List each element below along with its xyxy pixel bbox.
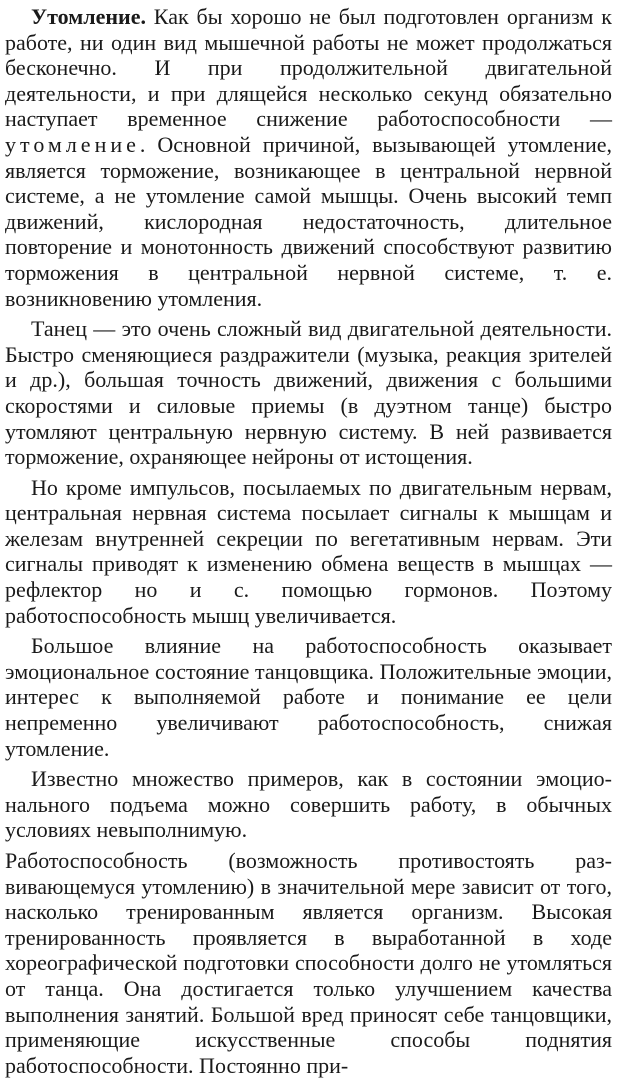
paragraph-impulses: Но кроме импульсов, посылаемых по двигательным нервам, центральная нервная система посылает сигналы к мышцам и железам внутренней секреции по вегетативным нервам. Эти сигналы приводят к изменению обмена веществ в мышцах — рефлектор но и с. помощью гормонов. Поэтому работоспособность мышц увеличивается.: [5, 474, 612, 628]
paragraph-work-capacity: Работоспособность (возможность противостоять развивающемуся утомлению) в значительной мере зависит от того, насколько тренированным является организм. Высокая тренированность проявляется в выработанной в ходе хореографической подготовки способности долго не утомляться от танца. Она достигается только улучшением качества выполнения занятий. Большой вред приносят себе танцовщики, применяющие искусственные способы поднятия работоспособности. Постоянно при-: [5, 848, 612, 1078]
paragraph-fatigue: [5, 4, 612, 311]
paragraph-text-continued: . Основной причиной, вызывающей утомление, является торможение, возникающее в центральной нервной системе, а не утомление самой мышцы. Очень высокий темп движений, кислородная недостаточность, длительное повторение и монотонность движений способствуют развитию торможения в центральной нервной системе, т. е. возникновению утомления.: [5, 131, 612, 311]
paragraph-examples: Известно множество примеров, как в состоянии эмоционального подъема можно совершить работу, в обычных условиях невыполнимую.: [5, 766, 612, 843]
paragraph-dance: Танец — это очень сложный вид двигательной деятельности. Быстро сменяющиеся раздражители (музыка, реакция зрителей и др.), большая точность движений, движения с большими скоростями и силовые приемы (в дуэтном танце) быстро утомляют центральную нервную систему. В ней развивается торможение, охраняющее нейроны от истощения.: [5, 316, 612, 470]
run-in-heading: Утомление.: [31, 4, 146, 29]
spaced-term: утомление: [5, 131, 140, 157]
paragraph-text: Как бы хорошо не был подготовлен организм к работе, ни один вид мышечной работы не может продолжаться бесконечно. И при продолжительной двигательной деятельности, и при длящейся несколько секунд обязательно наступает временное снижение работоспособности —: [5, 4, 612, 132]
paragraph-emotional-state: Большое влияние на работоспособность оказывает эмоциональное состояние танцовщика. Положительные эмоции, интерес к выполняемой работе и понимание ее цели непременно увеличивают работоспособность, снижая утомление.: [5, 633, 612, 761]
